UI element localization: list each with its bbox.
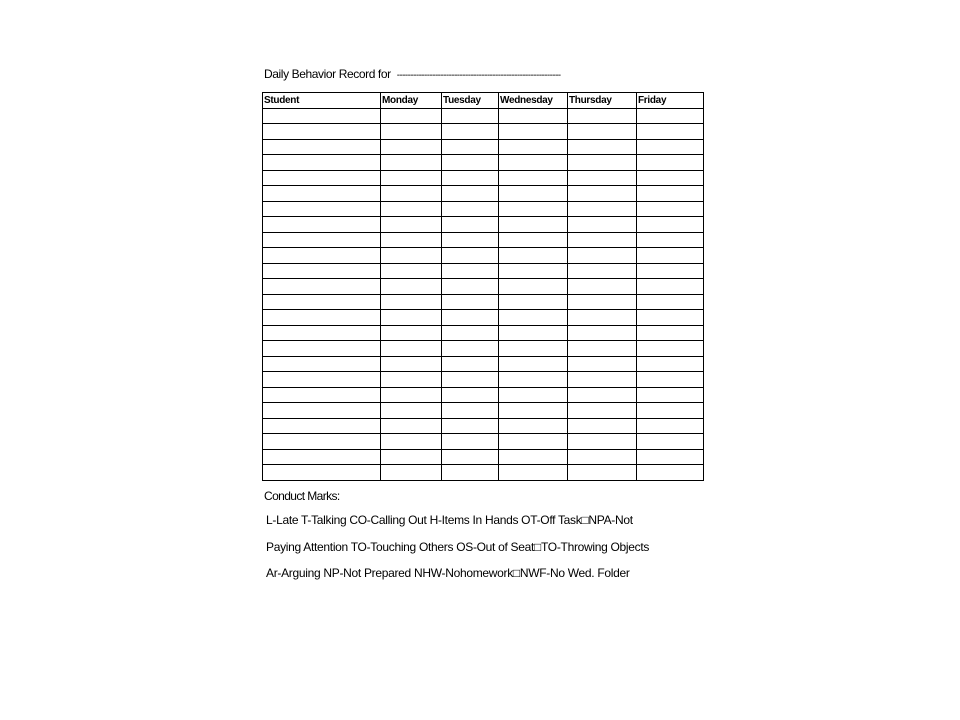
table-cell (637, 155, 704, 171)
table-cell (499, 341, 568, 357)
table-cell (568, 356, 637, 372)
table-cell (637, 310, 704, 326)
table-row (263, 248, 704, 264)
table-row (263, 139, 704, 155)
table-cell (568, 325, 637, 341)
table-cell (568, 155, 637, 171)
table-cell (381, 325, 442, 341)
table-cell (263, 418, 381, 434)
table-row (263, 356, 704, 372)
table-cell (499, 124, 568, 140)
table-cell (499, 170, 568, 186)
table-cell (637, 325, 704, 341)
table-cell (499, 372, 568, 388)
table-cell (442, 248, 499, 264)
table-cell (499, 139, 568, 155)
table-cell (637, 372, 704, 388)
table-cell (263, 310, 381, 326)
table-cell (568, 263, 637, 279)
table-row (263, 186, 704, 202)
table-cell (637, 248, 704, 264)
record-title (264, 67, 561, 81)
table-row (263, 232, 704, 248)
conduct-heading: Conduct Marks: (264, 489, 340, 503)
table-cell (568, 139, 637, 155)
table-cell (442, 372, 499, 388)
table-row (263, 124, 704, 140)
table-row (263, 155, 704, 171)
table-cell (568, 449, 637, 465)
table-cell (442, 325, 499, 341)
table-cell (499, 217, 568, 233)
table-cell (263, 232, 381, 248)
table-cell (637, 139, 704, 155)
table-cell (381, 201, 442, 217)
table-cell (442, 465, 499, 481)
table-cell (637, 186, 704, 202)
table-row (263, 341, 704, 357)
table-cell (381, 449, 442, 465)
table-cell (263, 387, 381, 403)
table-cell (499, 387, 568, 403)
table-cell (499, 201, 568, 217)
table-cell (568, 372, 637, 388)
table-cell (381, 434, 442, 450)
table-cell (263, 155, 381, 171)
table-cell (263, 356, 381, 372)
table-cell (263, 465, 381, 481)
table-cell (637, 356, 704, 372)
table-cell (499, 294, 568, 310)
table-cell (637, 341, 704, 357)
table-cell (442, 232, 499, 248)
conduct-legend-line-1: L-Late T-Talking CO-Calling Out H-Items In Hands OT-Off Task□NPA-Not (266, 513, 633, 527)
table-cell (442, 108, 499, 124)
table-cell (442, 418, 499, 434)
table-cell (381, 155, 442, 171)
table-row (263, 263, 704, 279)
table-cell (568, 387, 637, 403)
table-cell (499, 449, 568, 465)
table-cell (263, 201, 381, 217)
table-row (263, 387, 704, 403)
table-cell (637, 294, 704, 310)
table-cell (442, 263, 499, 279)
table-row (263, 325, 704, 341)
table-cell (263, 341, 381, 357)
behavior-table (262, 92, 704, 481)
table-cell (499, 108, 568, 124)
table-cell (263, 449, 381, 465)
table-cell (263, 139, 381, 155)
table-row (263, 403, 704, 419)
table-cell (442, 356, 499, 372)
table-cell (568, 186, 637, 202)
table-cell (637, 124, 704, 140)
table-row (263, 108, 704, 124)
table-cell (263, 434, 381, 450)
table-cell (637, 232, 704, 248)
table-cell (499, 155, 568, 171)
table-body (263, 108, 704, 480)
table-cell (568, 108, 637, 124)
table-cell (499, 310, 568, 326)
table-cell (568, 232, 637, 248)
table-cell (568, 248, 637, 264)
table-cell (381, 294, 442, 310)
table-cell (499, 465, 568, 481)
table-row (263, 217, 704, 233)
table-cell (263, 372, 381, 388)
table-row (263, 310, 704, 326)
table-row (263, 449, 704, 465)
table-cell (442, 139, 499, 155)
table-cell (442, 170, 499, 186)
header-friday: Friday (637, 93, 704, 109)
table-cell (381, 108, 442, 124)
table-cell (442, 217, 499, 233)
header-monday: Monday (381, 93, 442, 109)
table-cell (263, 325, 381, 341)
table-row (263, 372, 704, 388)
header-thursday: Thursday (568, 93, 637, 109)
table-cell (442, 387, 499, 403)
table-cell (499, 356, 568, 372)
table-cell (499, 403, 568, 419)
table-cell (637, 387, 704, 403)
table-cell (381, 279, 442, 295)
table-cell (568, 124, 637, 140)
table-cell (499, 186, 568, 202)
table-row (263, 465, 704, 481)
table-cell (568, 465, 637, 481)
table-cell (263, 108, 381, 124)
table-cell (381, 418, 442, 434)
table-cell (263, 279, 381, 295)
table-cell (381, 372, 442, 388)
table-cell (637, 108, 704, 124)
table-cell (568, 201, 637, 217)
header-student: Student (263, 93, 381, 109)
table-cell (263, 217, 381, 233)
conduct-legend-line-2: Paying Attention TO-Touching Others OS-Out of Seat□TO-Throwing Objects (266, 540, 650, 554)
table-row (263, 418, 704, 434)
header-row (263, 93, 704, 109)
table-cell (442, 279, 499, 295)
table-cell (637, 263, 704, 279)
table-cell (381, 248, 442, 264)
table-cell (499, 325, 568, 341)
table-cell (637, 465, 704, 481)
header-wednesday: Wednesday (499, 93, 568, 109)
table-cell (442, 294, 499, 310)
table-cell (381, 139, 442, 155)
table-cell (637, 217, 704, 233)
table-cell (442, 341, 499, 357)
table-cell (263, 170, 381, 186)
table-cell (499, 434, 568, 450)
table-cell (637, 403, 704, 419)
table-cell (568, 170, 637, 186)
table-cell (637, 170, 704, 186)
table-cell (263, 294, 381, 310)
table-cell (637, 449, 704, 465)
table-cell (442, 155, 499, 171)
name-blank-line: ------------------------------------------------------------ (396, 70, 561, 81)
table-cell (381, 170, 442, 186)
table-cell (442, 201, 499, 217)
table-cell (568, 403, 637, 419)
table-cell (381, 124, 442, 140)
table-cell (263, 403, 381, 419)
conduct-legend-line-3: Ar-Arguing NP-Not Prepared NHW-Nohomework□NWF-No Wed. Folder (266, 566, 630, 580)
table-cell (442, 449, 499, 465)
table-cell (381, 403, 442, 419)
table-cell (637, 418, 704, 434)
table-cell (637, 279, 704, 295)
table-cell (637, 434, 704, 450)
table-cell (442, 186, 499, 202)
header-tuesday: Tuesday (442, 93, 499, 109)
table-cell (381, 310, 442, 326)
table-cell (568, 434, 637, 450)
table-cell (381, 356, 442, 372)
table-cell (637, 201, 704, 217)
table-cell (568, 294, 637, 310)
table-row (263, 279, 704, 295)
table-cell (263, 263, 381, 279)
table-cell (381, 387, 442, 403)
table-row (263, 434, 704, 450)
table-cell (442, 403, 499, 419)
table-cell (568, 279, 637, 295)
record-title-label: Daily Behavior Record for (264, 67, 391, 81)
table-cell (568, 341, 637, 357)
table-cell (568, 418, 637, 434)
table-cell (263, 124, 381, 140)
table-cell (442, 124, 499, 140)
table-cell (263, 186, 381, 202)
table-cell (499, 279, 568, 295)
table-cell (568, 217, 637, 233)
table-row (263, 201, 704, 217)
table-cell (381, 263, 442, 279)
table-cell (442, 434, 499, 450)
table-cell (499, 248, 568, 264)
table-row (263, 294, 704, 310)
table-cell (499, 232, 568, 248)
table-cell (442, 310, 499, 326)
table-cell (499, 418, 568, 434)
table-cell (381, 465, 442, 481)
table-cell (381, 232, 442, 248)
table-cell (499, 263, 568, 279)
table-cell (381, 341, 442, 357)
table-cell (381, 186, 442, 202)
table-cell (568, 310, 637, 326)
table-cell (263, 248, 381, 264)
table-cell (381, 217, 442, 233)
table-row (263, 170, 704, 186)
